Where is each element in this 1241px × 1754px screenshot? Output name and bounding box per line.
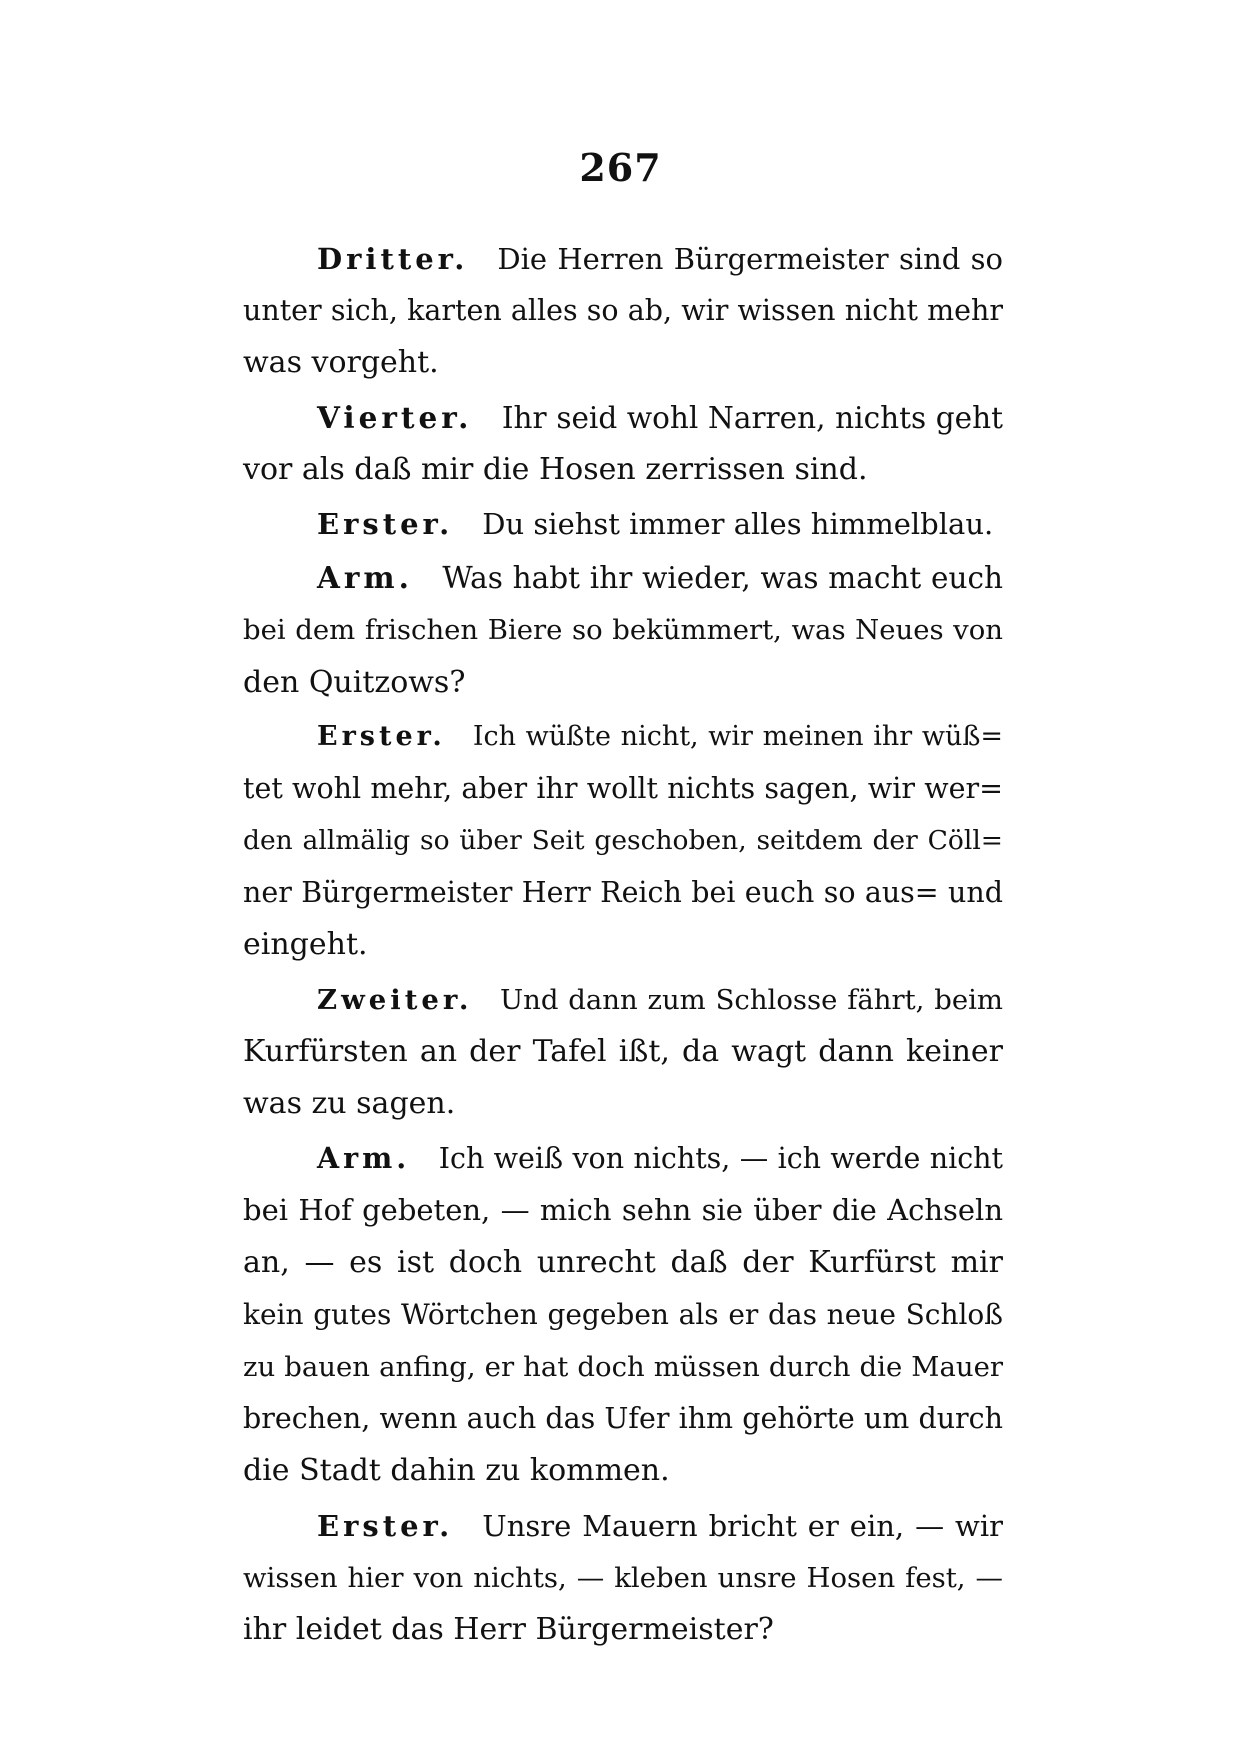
dialogue-paragraph (243, 233, 1003, 390)
line-text: unter sich, karten alles so ab, wir wissen nicht mehr (243, 294, 1003, 328)
line-text: Ich weiß von nichts, — ich werde nicht (438, 1142, 1003, 1176)
line-text: Ich wüßte nicht, wir meinen ihr wüß= (472, 720, 1003, 752)
text-line (243, 1500, 1003, 1552)
text-line (243, 1393, 1003, 1445)
speaker-name: Erster. (317, 720, 446, 752)
speaker-name: Dritter. (317, 242, 469, 276)
line-text: was vorgeht. (243, 345, 439, 381)
dialogue-paragraph (243, 974, 1003, 1131)
line-text: Du siehst immer alles himmelblau. (482, 506, 994, 541)
dialogue-paragraph (243, 498, 1003, 550)
line-text: bei Hof gebeten, — mich sehn sie über die Achseln (243, 1193, 1003, 1228)
dialogue-paragraph (243, 552, 1003, 709)
text-line (243, 1604, 1003, 1656)
page-number: 267 (579, 145, 662, 190)
dialogue-text (243, 233, 1003, 1658)
line-text: den Quitzows? (243, 664, 466, 700)
line-text: ner Bürgermeister Herr Reich bei euch so aus= und (243, 876, 1003, 910)
line-text: Kurfürsten an der Tafel ißt, da wagt dann keiner (243, 1033, 1003, 1069)
text-line (243, 1289, 1003, 1341)
line-text: brechen, wenn auch das Ufer ihm gehörte um durch (243, 1402, 1003, 1436)
line-text: den allmälig so über Seit geschoben, seitdem der Cöll= (243, 825, 1003, 857)
line-text: ihr leidet das Herr Bürgermeister? (243, 1611, 774, 1647)
line-text: was zu sagen. (243, 1086, 456, 1121)
text-line (243, 1132, 1003, 1184)
line-text: kein gutes Wörtchen gegeben als er das neue Schloß (243, 1297, 1003, 1331)
line-text: bei dem frischen Biere so bekümmert, was Neues von (243, 614, 1003, 647)
text-line (243, 711, 1003, 763)
text-line (243, 1341, 1003, 1393)
line-text: Ihr seid wohl Narren, nichts geht (501, 400, 1003, 435)
line-text: Unsre Mauern bricht er ein, — wir (482, 1508, 1003, 1543)
text-line (243, 657, 1003, 709)
text-line (243, 867, 1003, 919)
speaker-name: Vierter. (317, 399, 473, 435)
line-text: an, — es ist doch unrecht daß der Kurfürst mir (243, 1244, 1003, 1280)
text-line (243, 815, 1003, 867)
line-text: zu bauen anfing, er hat doch müssen durch die Mauer (243, 1350, 1003, 1383)
text-line (243, 233, 1003, 285)
dialogue-paragraph (243, 1500, 1003, 1657)
speaker-name: Arm. (317, 1141, 411, 1176)
line-text: die Stadt dahin zu kommen. (243, 1453, 670, 1489)
text-line (243, 1184, 1003, 1236)
text-line (243, 1552, 1003, 1604)
text-line (243, 974, 1003, 1026)
text-line (243, 552, 1003, 604)
text-line (243, 604, 1003, 656)
line-text: Und dann zum Schlosse fährt, beim (499, 983, 1003, 1016)
line-text: Die Herren Bürgermeister sind so (497, 242, 1003, 276)
line-text: vor als daß mir die Hosen zerrissen sind. (243, 451, 868, 487)
text-line (243, 392, 1003, 444)
text-line (243, 919, 1003, 971)
text-line (243, 1445, 1003, 1497)
line-text: wissen hier von nichts, — kleben unsre Hosen fest, — (243, 1561, 1003, 1594)
speaker-name: Arm. (317, 560, 413, 596)
line-text: tet wohl mehr, aber ihr wollt nichts sagen, wir wer= (243, 771, 1003, 805)
speaker-name: Zweiter. (317, 983, 473, 1016)
text-line (243, 444, 1003, 496)
dialogue-paragraph (243, 711, 1003, 972)
text-line (243, 1237, 1003, 1289)
speaker-name: Erster. (317, 506, 454, 541)
line-text: Was habt ihr wieder, was macht euch (442, 561, 1003, 596)
speaker-name: Erster. (317, 1508, 454, 1543)
text-line (243, 763, 1003, 815)
dialogue-paragraph (243, 1132, 1003, 1497)
dialogue-paragraph (243, 392, 1003, 496)
text-line (243, 1026, 1003, 1078)
line-text: eingeht. (243, 927, 368, 963)
text-line (243, 498, 1003, 550)
text-line (243, 337, 1003, 389)
text-line (243, 1078, 1003, 1130)
text-line (243, 285, 1003, 337)
